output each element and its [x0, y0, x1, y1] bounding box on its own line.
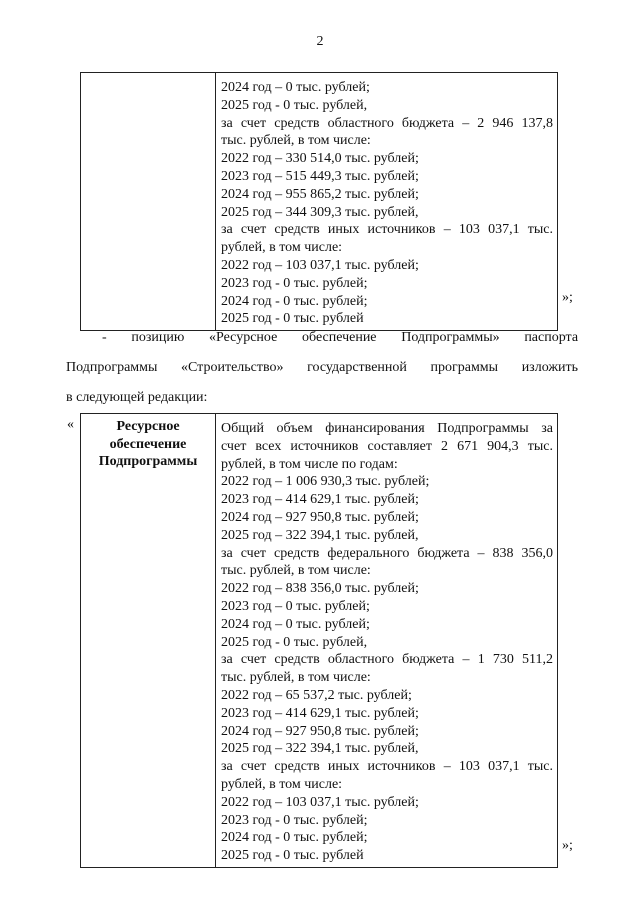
- para-word: «Ресурсное: [209, 330, 278, 345]
- page-number: 2: [316, 34, 324, 49]
- table1-line: за счет средств иных источников – 103 037,1 тыс.: [221, 222, 553, 238]
- para-word: Подпрограммы: [66, 360, 158, 375]
- financing-values-cell: [216, 414, 558, 868]
- para-word: паспорта: [524, 330, 579, 345]
- para-word: позицию: [131, 330, 185, 345]
- para-word: программы: [430, 360, 499, 375]
- table2-line: 2022 год – 103 037,1 тыс. рублей;: [221, 794, 419, 810]
- table1-line: 2022 год – 103 037,1 тыс. рублей;: [221, 257, 419, 273]
- table1-line: тыс. рублей, в том числе:: [221, 133, 371, 149]
- table2-line: счет всех источников составляет 2 671 904,3 тыс.: [221, 438, 553, 454]
- table1-closing-quote: »;: [562, 290, 573, 305]
- empty-label-cell: [81, 73, 216, 331]
- table2-line: тыс. рублей, в том числе:: [221, 670, 371, 686]
- table2-line: 2022 год – 65 537,2 тыс. рублей;: [221, 687, 412, 703]
- table2-line: 2023 год - 0 тыс. рублей;: [221, 812, 368, 828]
- table1-line: за счет средств областного бюджета – 2 946 137,8: [221, 115, 553, 131]
- table1-line: 2025 год - 0 тыс. рублей,: [221, 97, 368, 113]
- table2-line: 2025 год – 322 394,1 тыс. рублей,: [221, 741, 419, 757]
- label-line: Подпрограммы: [98, 454, 198, 469]
- table1-line: рублей, в том числе:: [221, 240, 343, 256]
- financing-values-cell: [216, 73, 558, 331]
- table1-line: 2024 год - 0 тыс. рублей;: [221, 293, 368, 309]
- para-line: в следующей редакции:: [66, 390, 208, 405]
- instruction-paragraph: [66, 329, 578, 419]
- table2-line: за счет средств федерального бюджета – 838 356,0: [221, 545, 553, 561]
- table1-line: 2022 год – 330 514,0 тыс. рублей;: [221, 151, 419, 167]
- para-word: изложить: [521, 360, 579, 375]
- table2-line: за счет средств иных источников – 103 037,1 тыс.: [221, 759, 553, 775]
- resource-provision-table: [80, 413, 558, 868]
- para-word: -: [102, 330, 107, 345]
- label-line: Ресурсное: [116, 419, 180, 434]
- table1-line: 2023 год - 0 тыс. рублей;: [221, 275, 368, 291]
- table2-line: рублей, в том числе по годам:: [221, 456, 398, 472]
- table1-line: 2025 год – 344 309,3 тыс. рублей,: [221, 204, 419, 220]
- para-word: «Строительство»: [181, 360, 284, 375]
- table1-line: 2023 год – 515 449,3 тыс. рублей;: [221, 168, 419, 184]
- table2-line: за счет средств областного бюджета – 1 730 511,2: [221, 652, 553, 668]
- table2-line: 2024 год - 0 тыс. рублей;: [221, 830, 368, 846]
- continued-passport-table: [80, 72, 558, 331]
- para-word: Подпрограммы»: [401, 330, 500, 345]
- table2-closing-quote: »;: [562, 838, 573, 853]
- table2-line: 2022 год – 1 006 930,3 тыс. рублей;: [221, 474, 430, 490]
- para-word: государственной: [307, 360, 407, 375]
- table2-line: 2023 год – 0 тыс. рублей;: [221, 598, 370, 614]
- table2-line: 2024 год – 927 950,8 тыс. рублей;: [221, 723, 419, 739]
- table2-line: 2023 год – 414 629,1 тыс. рублей;: [221, 705, 419, 721]
- table2-line: 2025 год - 0 тыс. рублей: [221, 848, 364, 864]
- table2-line: 2025 год - 0 тыс. рублей,: [221, 634, 368, 650]
- resource-provision-label-cell: [81, 414, 216, 868]
- table2-line: Общий объем финансирования Подпрограммы за: [221, 421, 553, 436]
- para-word: обеспечение: [302, 330, 377, 345]
- table2-line: 2025 год – 322 394,1 тыс. рублей,: [221, 527, 419, 543]
- table2-line: тыс. рублей, в том числе:: [221, 563, 371, 579]
- table2-line: 2023 год – 414 629,1 тыс. рублей;: [221, 492, 419, 508]
- table2-line: рублей, в том числе:: [221, 776, 343, 792]
- table1-line: 2025 год - 0 тыс. рублей: [221, 311, 364, 327]
- label-line: обеспечение: [109, 436, 187, 452]
- table2-line: 2024 год – 927 950,8 тыс. рублей;: [221, 509, 419, 525]
- table2-opening-quote: «: [67, 417, 74, 432]
- table1-line: 2024 год – 0 тыс. рублей;: [221, 80, 370, 95]
- table2-line: 2024 год – 0 тыс. рублей;: [221, 616, 370, 632]
- table1-line: 2024 год – 955 865,2 тыс. рублей;: [221, 186, 419, 202]
- table2-line: 2022 год – 838 356,0 тыс. рублей;: [221, 581, 419, 597]
